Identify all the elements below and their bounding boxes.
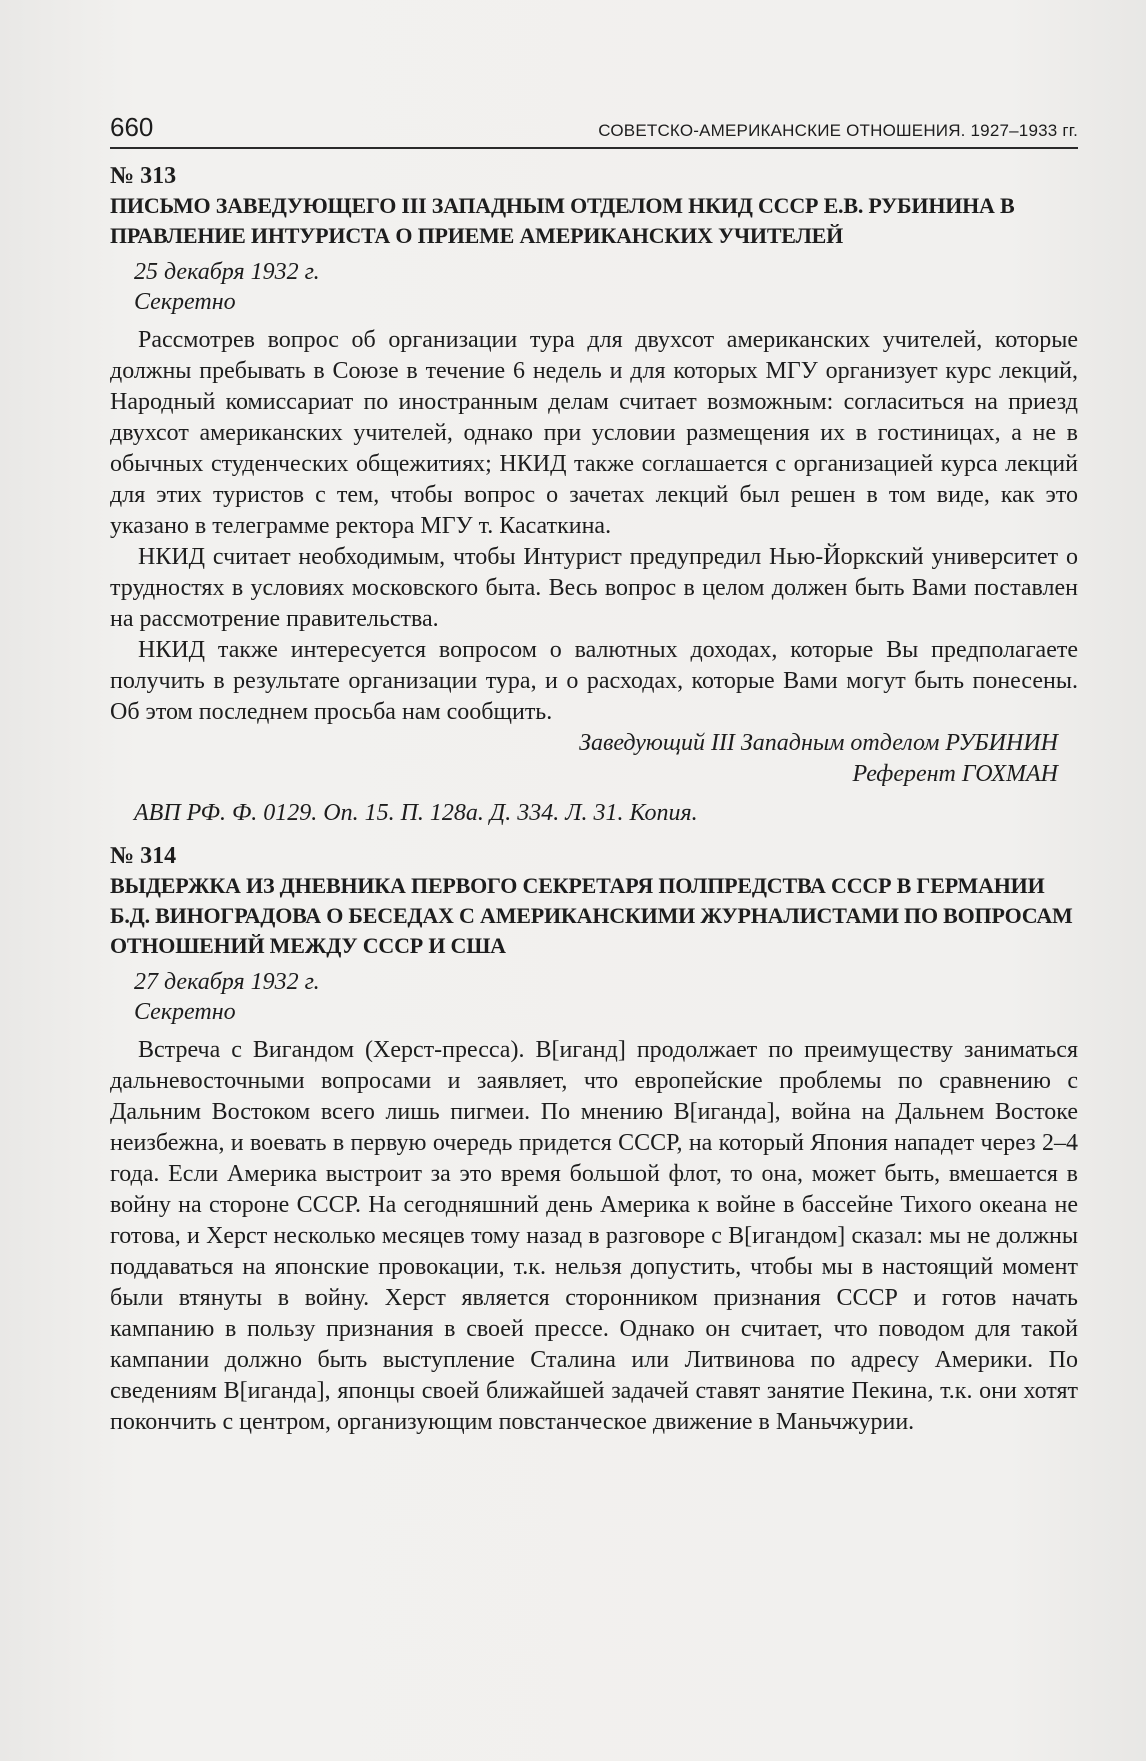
- document-classification: Секретно: [134, 999, 236, 1025]
- page-content: [110, 112, 1078, 1438]
- body-paragraph: НКИД также интересуется вопросом о валютных доходах, которые Вы предполагаете получить в результате организации тура, и о расходах, которые Вами могут быть понесены. Об этом последнем просьба нам сообщить.: [110, 637, 1078, 725]
- document-title: ВЫДЕРЖКА ИЗ ДНЕВНИКА ПЕРВОГО СЕКРЕТАРЯ ПОЛПРЕДСТВА СССР В ГЕРМАНИИ Б.Д. ВИНОГРАДОВА О БЕСЕДАХ С АМЕРИКАНСКИМИ ЖУРНАЛИСТАМИ ПО ВОПРОСАМ ОТНОШЕНИЙ МЕЖДУ СССР И США: [110, 873, 1073, 958]
- running-head: [110, 112, 1078, 149]
- document-date: 27 декабря 1932 г.: [134, 969, 320, 995]
- document-number: № 314: [110, 843, 177, 869]
- body-paragraph: Рассмотрев вопрос об организации тура для двухсот американских учителей, которые должны пребывать в Союзе в течение 6 недель и для которых МГУ организует курс лекций, Народный комиссариат по иностранным делам считает возможным: согласиться на приезд двухсот американских учителей, однако при условии размещения их в гостиницах, а не в обычных студенческих общежитиях; НКИД также соглашается с организацией курса лекций для этих туристов с тем, чтобы вопрос о зачетах лекций был решен в том виде, как это указано в телеграмме ректора МГУ т. Касаткина.: [110, 327, 1078, 539]
- body-paragraph: НКИД считает необходимым, чтобы Интурист предупредил Нью-Йоркский университет о трудностях в условиях московского быта. Весь вопрос в целом должен быть Вами поставлен на рассмотрение правительства.: [110, 544, 1078, 632]
- page-number: 660: [110, 112, 154, 142]
- archive-reference: АВП РФ. Ф. 0129. Оп. 15. П. 128а. Д. 334. Л. 31. Копия.: [134, 800, 698, 826]
- signature-referent: Референт ГОХМАН: [852, 761, 1058, 787]
- signature-head: Заведующий III Западным отделом РУБИНИН: [579, 730, 1058, 756]
- document-313: [110, 161, 1078, 829]
- document-date: 25 декабря 1932 г.: [134, 259, 320, 285]
- document-314: [110, 841, 1078, 1438]
- document-title: ПИСЬМО ЗАВЕДУЮЩЕГО III ЗАПАДНЫМ ОТДЕЛОМ НКИД СССР Е.В. РУБИНИНА В ПРАВЛЕНИЕ ИНТУРИСТА О ПРИЕМЕ АМЕРИКАНСКИХ УЧИТЕЛЕЙ: [110, 193, 1015, 248]
- document-classification: Секретно: [134, 289, 236, 315]
- body-paragraph: Встреча с Вигандом (Херст-пресса). В[иганд] продолжает по преимуществу заниматься дальневосточными вопросами и заявляет, что европейские проблемы по сравнению с Дальним Востоком всего лишь пигмеи. По мнению В[иганда], война на Дальнем Востоке неизбежна, и воевать в первую очередь придется СССР, на который Япония нападет через 2–4 года. Если Америка выстроит за это время большой флот, то она, может быть, вмешается в войну на стороне СССР. На сегодняшний день Америка к войне в бассейне Тихого океана не готова, и Херст несколько месяцев тому назад в разговоре с В[игандом] сказал: мы не должны поддаваться на японские провокации, т.к. нельзя допустить, чтобы мы в настоящий момент были втянуты в войну. Херст является сторонником признания СССР и готов начать кампанию в пользу признания в своей прессе. Однако он считает, что поводом для такой кампании должно быть выступление Сталина или Литвинова по адресу Америки. По сведениям В[иганда], японцы своей ближайшей задачей ставят занятие Пекина, т.к. они хотят покончить с центром, организующим повстанческое движение в Маньчжурии.: [110, 1037, 1078, 1435]
- book-title: СОВЕТСКО-АМЕРИКАНСКИЕ ОТНОШЕНИЯ. 1927–1933 гг.: [598, 121, 1078, 140]
- document-number: № 313: [110, 163, 177, 189]
